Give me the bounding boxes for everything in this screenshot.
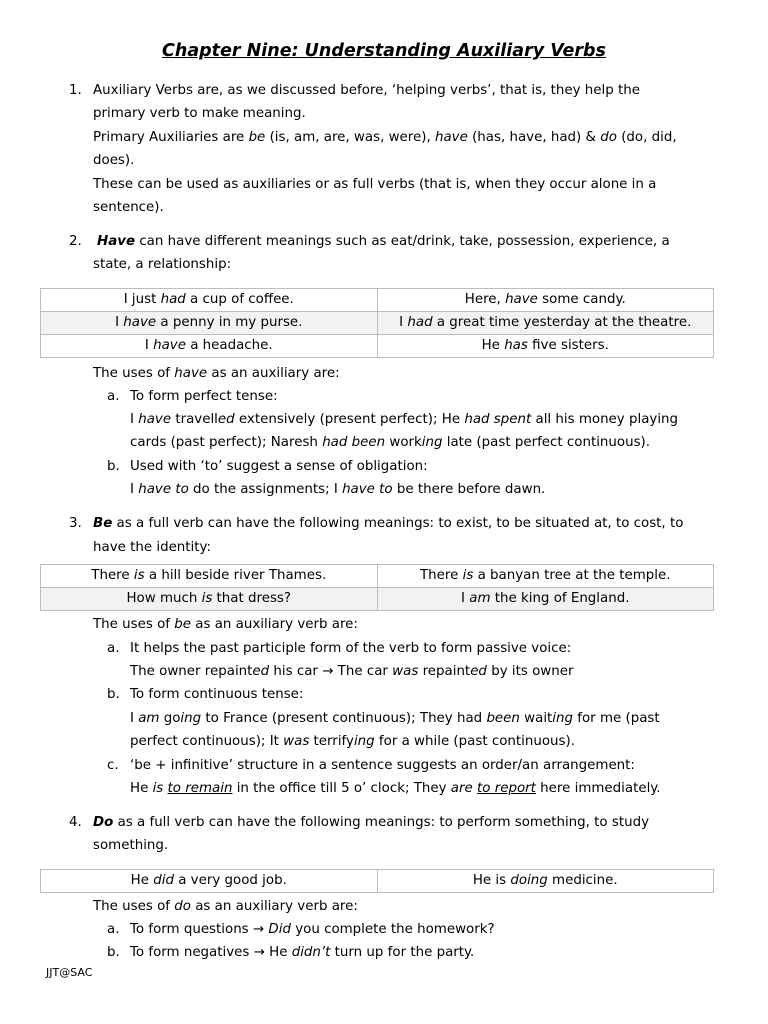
table-row — [41, 289, 714, 312]
s3-line-2: have the identity: — [93, 540, 211, 555]
s1-line-2: primary verb to make meaning. — [93, 106, 306, 121]
page-title: Chapter Nine: Understanding Auxiliary Verbs — [162, 41, 606, 61]
table-cell: I just had a cup of coffee. — [41, 289, 378, 312]
s3-sub-b-line-1: I am going to France (present continuous); They had been waiting for me (past — [130, 711, 660, 726]
arrow-right-icon: → — [252, 922, 265, 937]
s3-line-1: Be as a full verb can have the following meanings: to exist, to be situated at, to cost, to — [93, 516, 684, 531]
s3-sub-b-line-2: perfect continuous); It was terrifying for a while (past continuous). — [130, 734, 575, 749]
s1-line-1: Auxiliary Verbs are, as we discussed before, ‘helping verbs’, that is, they help the — [93, 83, 640, 98]
s2-sub-b-heading: Used with ‘to’ suggest a sense of obligation: — [130, 459, 428, 474]
s3-sub-b-heading: To form continuous tense: — [130, 687, 304, 702]
table-cell: There is a hill beside river Thames. — [41, 565, 378, 588]
s4-line-2: something. — [93, 838, 169, 853]
arrow-right-icon: → — [322, 664, 334, 679]
table-row — [41, 335, 714, 358]
have-examples-table — [40, 288, 714, 358]
s4-line-1: Do as a full verb can have the following meanings: to perform something, to study — [93, 815, 650, 830]
s3-uses-heading: The uses of be as an auxiliary verb are: — [93, 617, 358, 632]
s2-uses-heading: The uses of have as an auxiliary are: — [93, 366, 340, 381]
arrow-right-icon: → — [253, 945, 265, 960]
s3-sub-a-line-1: The owner repainted his car → The car was repainted by its owner — [130, 664, 574, 679]
s2-sub-a-line-2: cards (past perfect); Naresh had been working late (past perfect continuous). — [130, 435, 651, 450]
s1-line-6: sentence). — [93, 200, 164, 215]
s3-sub-c-line-1: He is to remain in the office till 5 o’ clock; They are to report here immediately. — [130, 781, 661, 796]
s3-sub-c-heading: ‘be + infinitive’ structure in a sentence suggests an order/an arrangement: — [130, 758, 635, 773]
s4-sub-a-line: To form questions → Did you complete the homework? — [130, 922, 495, 937]
s3-sub-a-heading: It helps the past participle form of the verb to form passive voice: — [130, 641, 572, 656]
page-footer: JJT@SAC — [46, 966, 93, 979]
s1-line-4: does). — [93, 153, 135, 168]
s4-uses-heading: The uses of do as an auxiliary verb are: — [93, 899, 358, 914]
table-cell: There is a banyan tree at the temple. — [377, 565, 714, 588]
s3-sub-a-letter: a. — [107, 641, 120, 656]
list-number-1: 1. — [69, 83, 82, 98]
be-examples-table — [40, 564, 714, 611]
s4-sub-b-line: To form negatives → He didn’t turn up for the party. — [130, 945, 475, 960]
table-row — [41, 565, 714, 588]
table-cell: How much is that dress? — [41, 588, 378, 611]
table-cell: He did a very good job. — [41, 870, 378, 893]
s3-sub-c-letter: c. — [107, 758, 119, 773]
s2-sub-a-line-1: I have travelled extensively (present perfect); He had spent all his money playing — [130, 412, 679, 427]
list-number-3: 3. — [69, 516, 82, 531]
table-cell: I have a headache. — [41, 335, 378, 358]
s2-line-1: Have can have different meanings such as eat/drink, take, possession, experience, a — [97, 234, 670, 249]
s2-sub-b-letter: b. — [107, 459, 120, 474]
table-cell: I have a penny in my purse. — [41, 312, 378, 335]
s2-sub-a-letter: a. — [107, 389, 120, 404]
table-cell: I am the king of England. — [377, 588, 714, 611]
table-cell: He is doing medicine. — [377, 870, 714, 893]
s2-sub-b-line-1: I have to do the assignments; I have to be there before dawn. — [130, 482, 546, 497]
table-cell: I had a great time yesterday at the theatre. — [377, 312, 714, 335]
do-examples-table — [40, 869, 714, 893]
s3-sub-b-letter: b. — [107, 687, 120, 702]
list-number-2: 2. — [69, 234, 82, 249]
list-number-4: 4. — [69, 815, 82, 830]
s1-line-3: Primary Auxiliaries are be (is, am, are, was, were), have (has, have, had) & do (do, did, — [93, 130, 677, 145]
table-cell: Here, have some candy. — [377, 289, 714, 312]
table-row — [41, 312, 714, 335]
table-cell: He has five sisters. — [377, 335, 714, 358]
table-row — [41, 588, 714, 611]
table-row — [41, 870, 714, 893]
s2-sub-a-heading: To form perfect tense: — [130, 389, 278, 404]
s4-sub-a-letter: a. — [107, 922, 120, 937]
s1-line-5: These can be used as auxiliaries or as full verbs (that is, when they occur alone in a — [93, 177, 657, 192]
s4-sub-b-letter: b. — [107, 945, 120, 960]
s2-line-2: state, a relationship: — [93, 257, 232, 272]
